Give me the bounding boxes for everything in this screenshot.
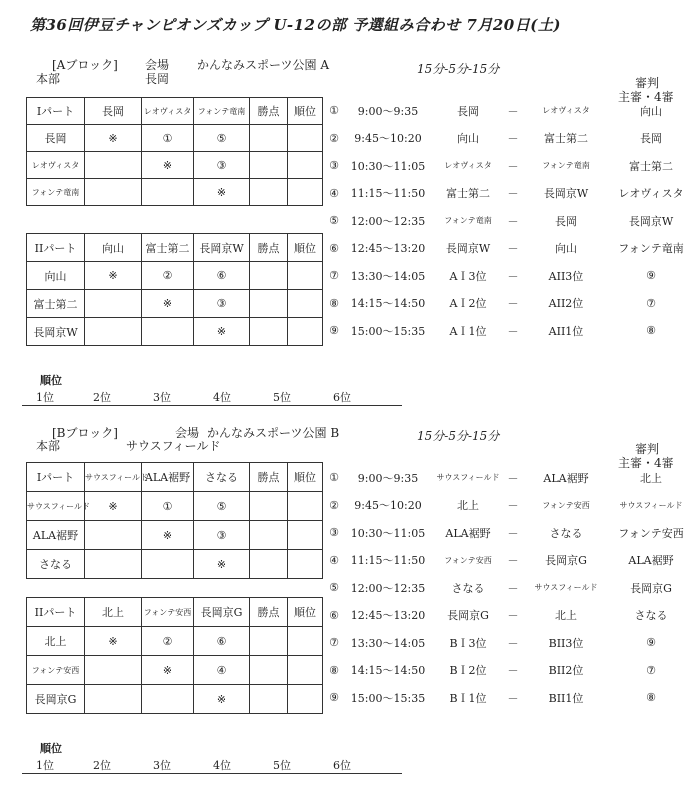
cell: ※ (194, 318, 250, 346)
match-away: フォンテ安西 (542, 500, 590, 510)
cell (85, 290, 142, 318)
match-dash: － (507, 636, 519, 650)
match-referee: 向山 (640, 104, 662, 118)
cell (85, 179, 142, 206)
block-name: [Aブロック] (52, 58, 118, 72)
cell (85, 521, 142, 550)
match-dash: － (507, 159, 519, 173)
rank-5: 5位 (273, 391, 291, 404)
match-time: 14:15～14:50 (350, 297, 426, 311)
match-time: 13:30～14:05 (350, 269, 426, 283)
cell (288, 656, 323, 685)
match-schedule (324, 97, 692, 345)
part1-table (26, 97, 323, 206)
match-time: 9:00～9:35 (357, 471, 419, 485)
cell (142, 179, 194, 206)
match-time: 9:45～10:20 (354, 132, 422, 146)
match-referee: レオヴィスタ (618, 187, 684, 201)
match-time: 10:30～11:05 (350, 526, 426, 540)
hq-team: サウスフィールド (126, 439, 221, 453)
match-row (324, 207, 692, 235)
ranking-label: 順位 (40, 374, 62, 387)
rank-underline (22, 405, 402, 406)
rank-1: 1位 (36, 391, 54, 404)
col-points: 勝点 (250, 234, 288, 262)
table-row (27, 550, 323, 579)
match-away: 長岡 (555, 214, 577, 228)
match-referee: ⑦ (646, 296, 656, 310)
table-row (27, 290, 323, 318)
cell: ※ (142, 152, 194, 179)
match-dash: － (507, 132, 519, 146)
match-number: ② (329, 131, 339, 145)
match-home: フォンテ竜南 (444, 216, 492, 226)
cell (250, 492, 288, 521)
match-row (324, 492, 692, 520)
match-referee: ALA裾野 (628, 554, 674, 568)
col-rank: 順位 (288, 98, 323, 125)
match-dash: － (507, 187, 519, 201)
match-referee: フォンテ竜南 (618, 242, 684, 256)
row-team: 北上 (27, 627, 85, 656)
col-points: 勝点 (250, 598, 288, 627)
hq-label: 本部 (36, 72, 61, 86)
match-home: 長岡 (457, 104, 479, 118)
venue-label: 会場 (145, 58, 170, 72)
match-number: ③ (329, 159, 339, 173)
cell (250, 290, 288, 318)
col-rank: 順位 (288, 598, 323, 627)
cell (142, 685, 194, 714)
match-row (324, 519, 692, 547)
match-home: 富士第二 (446, 187, 490, 201)
match-number: ④ (329, 186, 339, 200)
row-team: 向山 (27, 262, 85, 290)
match-referee: 長岡京W (628, 214, 674, 228)
cell: ③ (194, 290, 250, 318)
match-away: BII1位 (548, 691, 584, 705)
part-label: IIパート (27, 234, 85, 262)
match-row (324, 152, 692, 180)
match-number: ⑤ (329, 214, 339, 228)
cell: ⑥ (194, 627, 250, 656)
page-title: 第36回伊豆チャンピオンズカップ U-12の部 予選組み合わせ 7月20日(土) (30, 16, 561, 34)
match-time: 12:45～13:20 (350, 242, 426, 256)
cell: ④ (194, 656, 250, 685)
match-dash: － (507, 664, 519, 678)
hq-label: 本部 (36, 439, 61, 453)
match-row (324, 125, 692, 153)
match-row (324, 547, 692, 575)
rank-4: 4位 (213, 391, 231, 404)
match-home: さなる (451, 581, 485, 595)
col-team: フォンテ安西 (142, 598, 194, 627)
cell (288, 179, 323, 206)
col-rank: 順位 (288, 234, 323, 262)
match-away: 北上 (555, 609, 577, 623)
rank-3: 3位 (153, 759, 171, 772)
col-team: 北上 (85, 598, 142, 627)
match-referee: ⑦ (646, 663, 656, 677)
match-time: 14:15～14:50 (350, 664, 426, 678)
cell (288, 685, 323, 714)
match-away: 長岡京G (545, 554, 587, 568)
rank-2: 2位 (93, 391, 111, 404)
match-dash: － (507, 554, 519, 568)
match-time: 12:00～12:35 (350, 214, 426, 228)
match-away: サウスフィールド (534, 583, 598, 593)
match-row (324, 629, 692, 657)
match-dash: － (507, 581, 519, 595)
match-row (324, 464, 692, 492)
match-away: 長岡京W (543, 187, 589, 201)
table-header-row (27, 598, 323, 627)
referee-header-line2: 主審・4審 (618, 90, 674, 104)
cell (85, 152, 142, 179)
cell: ※ (142, 521, 194, 550)
col-team: レオヴィスタ (142, 98, 194, 125)
venue-label: 会場 (175, 426, 200, 440)
match-referee: ⑧ (646, 691, 656, 705)
match-time: 10:30～11:05 (350, 159, 426, 173)
match-number: ⑦ (329, 636, 339, 650)
part-label: Iパート (27, 463, 85, 492)
match-number: ⑧ (329, 296, 339, 310)
cell (288, 492, 323, 521)
cell: ③ (194, 152, 250, 179)
cell (142, 318, 194, 346)
table-row (27, 627, 323, 656)
referee-header-line1: 審判 (635, 76, 660, 90)
table-row (27, 125, 323, 152)
match-away: BII2位 (548, 664, 584, 678)
table-header-row (27, 234, 323, 262)
part-label: IIパート (27, 598, 85, 627)
match-referee: フォンテ安西 (618, 526, 684, 540)
col-team: 長岡 (85, 98, 142, 125)
cell (250, 125, 288, 152)
row-team: フォンテ安西 (27, 656, 85, 685)
match-row (324, 97, 692, 125)
cell: ② (142, 627, 194, 656)
cell: ③ (194, 521, 250, 550)
match-row (324, 602, 692, 630)
match-dash: － (507, 471, 519, 485)
match-dash: － (507, 214, 519, 228)
match-time: 12:00～12:35 (350, 581, 426, 595)
cell (250, 521, 288, 550)
cell (288, 152, 323, 179)
cell (85, 550, 142, 579)
rank-6: 6位 (333, 391, 351, 404)
cell (288, 290, 323, 318)
col-rank: 順位 (288, 463, 323, 492)
cell: ※ (142, 290, 194, 318)
match-row (324, 317, 692, 345)
cell (250, 627, 288, 656)
match-home: サウスフィールド (436, 473, 500, 483)
match-referee: 北上 (640, 471, 662, 485)
row-team: ALA裾野 (27, 521, 85, 550)
timing: 15分-5分-15分 (417, 62, 500, 76)
table-row (27, 179, 323, 206)
row-team: 長岡京G (27, 685, 85, 714)
table-header-row (27, 463, 323, 492)
cell: ※ (194, 685, 250, 714)
cell (288, 550, 323, 579)
row-team: サウスフィールド (27, 492, 85, 521)
rank-3: 3位 (153, 391, 171, 404)
match-home: ALA裾野 (445, 526, 491, 540)
col-team: 長岡京W (194, 234, 250, 262)
match-dash: － (507, 104, 519, 118)
part2-table (26, 233, 323, 346)
match-home: AＩ1位 (449, 324, 487, 338)
cell: ※ (85, 262, 142, 290)
cell (250, 318, 288, 346)
match-referee: ⑨ (646, 269, 656, 283)
match-away: レオヴィスタ (542, 106, 590, 116)
match-number: ⑥ (329, 241, 339, 255)
timing: 15分-5分-15分 (417, 429, 500, 443)
match-time: 11:15～11:50 (350, 554, 426, 568)
col-team: ALA裾野 (142, 463, 194, 492)
rank-1: 1位 (36, 759, 54, 772)
rank-underline (22, 773, 402, 774)
cell: ① (142, 492, 194, 521)
match-home: BＩ3位 (449, 636, 487, 650)
match-number: ① (329, 471, 339, 485)
match-dash: － (507, 499, 519, 513)
match-home: BＩ2位 (449, 664, 487, 678)
cell (250, 262, 288, 290)
match-dash: － (507, 691, 519, 705)
cell (142, 550, 194, 579)
col-points: 勝点 (250, 98, 288, 125)
cell: ※ (142, 656, 194, 685)
row-team: 富士第二 (27, 290, 85, 318)
cell: ⑥ (194, 262, 250, 290)
cell (85, 656, 142, 685)
match-number: ⑦ (329, 269, 339, 283)
col-team: フォンテ竜南 (194, 98, 250, 125)
match-away: フォンテ竜南 (542, 161, 590, 171)
table-row (27, 492, 323, 521)
match-away: さなる (549, 526, 583, 540)
match-home: フォンテ安西 (444, 555, 492, 565)
match-row (324, 262, 692, 290)
match-away: AII3位 (548, 269, 584, 283)
match-referee: サウスフィールド (619, 500, 683, 510)
cell (288, 318, 323, 346)
table-row (27, 262, 323, 290)
cell (250, 179, 288, 206)
match-referee: ⑧ (646, 324, 656, 338)
part-label: Iパート (27, 98, 85, 125)
row-team: さなる (27, 550, 85, 579)
table-header-row (27, 98, 323, 125)
match-referee: 富士第二 (629, 159, 673, 173)
cell (85, 685, 142, 714)
match-time: 11:15～11:50 (350, 187, 426, 201)
col-team: サウスフィールド (85, 463, 142, 492)
match-row (324, 574, 692, 602)
match-dash: － (507, 324, 519, 338)
match-dash: － (507, 526, 519, 540)
match-home: 長岡京G (447, 609, 489, 623)
match-home: BＩ1位 (449, 691, 487, 705)
match-number: ⑧ (329, 663, 339, 677)
referee-header-line2: 主審・4審 (618, 456, 674, 470)
cell: ※ (194, 550, 250, 579)
rank-5: 5位 (273, 759, 291, 772)
match-number: ⑨ (329, 324, 339, 338)
match-referee: 長岡京G (630, 581, 672, 595)
col-points: 勝点 (250, 463, 288, 492)
match-row (324, 235, 692, 263)
match-time: 13:30～14:05 (350, 636, 426, 650)
match-referee: さなる (634, 609, 668, 623)
cell: ② (142, 262, 194, 290)
cell (288, 627, 323, 656)
cell (85, 318, 142, 346)
match-time: 9:45～10:20 (354, 499, 422, 513)
match-away: ALA裾野 (543, 471, 589, 485)
match-dash: － (507, 297, 519, 311)
match-dash: － (507, 242, 519, 256)
cell: ⑤ (194, 125, 250, 152)
match-time: 15:00～15:35 (350, 691, 426, 705)
rank-4: 4位 (213, 759, 231, 772)
match-number: ⑨ (329, 691, 339, 705)
match-dash: － (507, 609, 519, 623)
col-team: 向山 (85, 234, 142, 262)
match-row (324, 657, 692, 685)
cell (288, 262, 323, 290)
row-team: 長岡 (27, 125, 85, 152)
match-number: ① (329, 104, 339, 118)
match-away: 向山 (555, 242, 577, 256)
cell: ※ (85, 125, 142, 152)
cell: ※ (85, 627, 142, 656)
referee-header-line1: 審判 (635, 442, 660, 456)
match-number: ③ (329, 526, 339, 540)
rank-2: 2位 (93, 759, 111, 772)
match-away: BII3位 (548, 636, 584, 650)
match-number: ② (329, 498, 339, 512)
table-row (27, 685, 323, 714)
match-home: レオヴィスタ (444, 161, 492, 171)
table-row (27, 521, 323, 550)
rank-6: 6位 (333, 759, 351, 772)
table-row (27, 318, 323, 346)
match-home: AＩ2位 (449, 297, 487, 311)
part2-table (26, 597, 323, 714)
match-time: 9:00～9:35 (357, 104, 419, 118)
block-name: [Bブロック] (52, 426, 118, 440)
venue-name: かんなみスポーツ公園 A (197, 58, 330, 72)
match-home: 長岡京W (445, 242, 491, 256)
match-time: 12:45～13:20 (350, 609, 426, 623)
match-row (324, 290, 692, 318)
cell (288, 521, 323, 550)
table-row (27, 656, 323, 685)
cell (250, 152, 288, 179)
match-home: 北上 (457, 499, 479, 513)
match-away: 富士第二 (544, 132, 588, 146)
ranking-label: 順位 (40, 742, 62, 755)
match-schedule (324, 464, 692, 712)
col-team: さなる (194, 463, 250, 492)
cell (250, 550, 288, 579)
match-row (324, 180, 692, 208)
match-dash: － (507, 269, 519, 283)
col-team: 富士第二 (142, 234, 194, 262)
row-team: フォンテ竜南 (27, 179, 85, 206)
hq-team: 長岡 (145, 72, 170, 86)
table-row (27, 152, 323, 179)
part1-table (26, 462, 323, 579)
row-team: 長岡京W (27, 318, 85, 346)
match-number: ④ (329, 553, 339, 567)
venue-name: かんなみスポーツ公園 B (207, 426, 340, 440)
cell (250, 685, 288, 714)
match-row (324, 684, 692, 712)
cell (288, 125, 323, 152)
cell: ※ (85, 492, 142, 521)
cell: ⑤ (194, 492, 250, 521)
match-home: AＩ3位 (449, 269, 487, 283)
match-away: AII1位 (548, 324, 584, 338)
match-number: ⑤ (329, 581, 339, 595)
row-team: レオヴィスタ (27, 152, 85, 179)
match-home: 向山 (457, 132, 479, 146)
cell: ※ (194, 179, 250, 206)
match-referee: 長岡 (640, 132, 662, 146)
cell (250, 656, 288, 685)
match-referee: ⑨ (646, 636, 656, 650)
match-number: ⑥ (329, 608, 339, 622)
cell: ① (142, 125, 194, 152)
match-away: AII2位 (548, 297, 584, 311)
match-time: 15:00～15:35 (350, 324, 426, 338)
col-team: 長岡京G (194, 598, 250, 627)
